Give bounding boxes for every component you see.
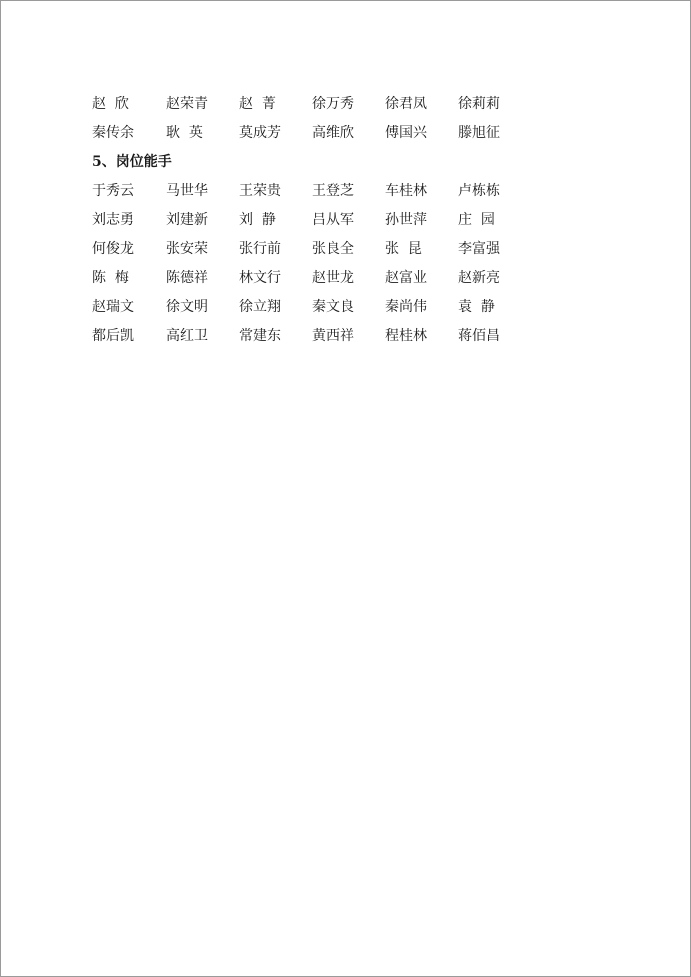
name-cell: 赵世龙 bbox=[312, 270, 354, 286]
name-cell: 都后凯 bbox=[92, 328, 134, 344]
name-row bbox=[92, 207, 552, 236]
name-cell: 徐莉莉 bbox=[458, 96, 500, 112]
name-row bbox=[92, 236, 552, 265]
name-cell: 徐立翔 bbox=[239, 299, 281, 315]
name-cell: 张 昆 bbox=[385, 241, 422, 257]
name-cell: 徐万秀 bbox=[312, 96, 354, 112]
name-cell: 赵富业 bbox=[385, 270, 427, 286]
name-cell: 马世华 bbox=[166, 183, 208, 199]
name-cell: 傅国兴 bbox=[385, 125, 427, 141]
name-cell: 黄西祥 bbox=[312, 328, 354, 344]
name-cell: 蒋佰昌 bbox=[458, 328, 500, 344]
name-list bbox=[92, 91, 552, 352]
name-cell: 张良全 bbox=[312, 241, 354, 257]
name-row bbox=[92, 91, 552, 120]
name-cell: 赵瑞文 bbox=[92, 299, 134, 315]
name-cell: 林文行 bbox=[239, 270, 281, 286]
name-cell: 秦传余 bbox=[92, 125, 134, 141]
name-row bbox=[92, 265, 552, 294]
name-cell: 袁 静 bbox=[458, 299, 495, 315]
name-row bbox=[92, 323, 552, 352]
name-cell: 秦文良 bbox=[312, 299, 354, 315]
name-row bbox=[92, 120, 552, 149]
name-cell: 滕旭征 bbox=[458, 125, 500, 141]
name-cell: 刘 静 bbox=[239, 212, 276, 228]
name-cell: 陈德祥 bbox=[166, 270, 208, 286]
name-row bbox=[92, 178, 552, 207]
name-cell: 刘建新 bbox=[166, 212, 208, 228]
name-cell: 赵荣青 bbox=[166, 96, 208, 112]
name-row bbox=[92, 294, 552, 323]
name-cell: 刘志勇 bbox=[92, 212, 134, 228]
name-cell: 张安荣 bbox=[166, 241, 208, 257]
name-cell: 陈 梅 bbox=[92, 270, 129, 286]
name-cell: 高红卫 bbox=[166, 328, 208, 344]
name-cell: 赵新亮 bbox=[458, 270, 500, 286]
name-cell: 吕从军 bbox=[312, 212, 354, 228]
section-heading-text: 5、岗位能手 bbox=[92, 154, 172, 170]
name-cell: 程桂林 bbox=[385, 328, 427, 344]
name-cell: 高维欣 bbox=[312, 125, 354, 141]
name-cell: 孙世萍 bbox=[385, 212, 427, 228]
name-cell: 张行前 bbox=[239, 241, 281, 257]
section-heading bbox=[92, 149, 552, 178]
name-cell: 赵 欣 bbox=[92, 96, 129, 112]
name-cell: 耿 英 bbox=[166, 125, 203, 141]
name-cell: 徐君凤 bbox=[385, 96, 427, 112]
name-cell: 王荣贵 bbox=[239, 183, 281, 199]
name-cell: 庄 园 bbox=[458, 212, 495, 228]
name-cell: 徐文明 bbox=[166, 299, 208, 315]
name-cell: 何俊龙 bbox=[92, 241, 134, 257]
name-cell: 王登芝 bbox=[312, 183, 354, 199]
name-cell: 卢栋栋 bbox=[458, 183, 500, 199]
name-cell: 莫成芳 bbox=[239, 125, 281, 141]
name-cell: 秦尚伟 bbox=[385, 299, 427, 315]
name-cell: 赵 菁 bbox=[239, 96, 276, 112]
name-cell: 车桂林 bbox=[385, 183, 427, 199]
name-cell: 常建东 bbox=[239, 328, 281, 344]
name-cell: 于秀云 bbox=[92, 183, 134, 199]
name-cell: 李富强 bbox=[458, 241, 500, 257]
